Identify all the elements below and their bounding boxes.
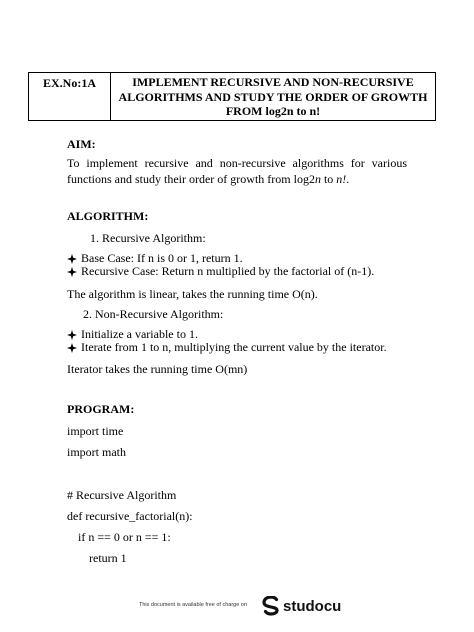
exercise-title: IMPLEMENT RECURSIVE AND NON-RECURSIVE ALGORITHMS AND STUDY THE ORDER OF GROWTH FROM log2n to n! (118, 75, 428, 118)
list-item: Recursive Case: Return n multiplied by the factorial of (n-1). (67, 264, 374, 279)
code-line: if n == 0 or n == 1: (78, 530, 171, 544)
code-line: import math (67, 445, 126, 459)
list-item: Base Case: If n is 0 or 1, return 1. (67, 251, 243, 266)
exercise-header-table (28, 72, 436, 121)
code-line: return 1 (89, 551, 127, 565)
code-line: import time (67, 424, 124, 438)
footer-note: This document is available free of charge on (139, 602, 247, 608)
diamond-bullet-icon (67, 343, 77, 353)
algorithm-heading: ALGORITHM: (67, 209, 149, 223)
diamond-bullet-icon (67, 254, 77, 264)
aim-text: To implement recursive and non-recursive algorithms for various functions and study their order of growth from log2n to n!. (67, 156, 407, 186)
diamond-bullet-icon (67, 330, 77, 340)
exercise-number: EX.No:1A (29, 73, 111, 120)
recursive-complexity-note: The algorithm is linear, takes the running time O(n). (67, 287, 318, 301)
studocu-logo-icon (262, 596, 280, 616)
non-recursive-algorithm-title: 2. Non-Recursive Algorithm: (83, 307, 224, 321)
code-line: # Recursive Algorithm (67, 488, 177, 502)
list-item: Iterate from 1 to n, multiplying the current value by the iterator. (67, 340, 387, 355)
footer (0, 596, 474, 618)
non-recursive-complexity-note: Iterator takes the running time O(mn) (67, 362, 248, 376)
code-line: def recursive_factorial(n): (67, 509, 193, 523)
recursive-algorithm-title: 1. Recursive Algorithm: (90, 231, 206, 245)
diamond-bullet-icon (67, 267, 77, 277)
studocu-logo[interactable] (262, 596, 341, 616)
studocu-logo-text: studocu (283, 597, 342, 615)
program-heading: PROGRAM: (67, 402, 135, 416)
aim-heading: AIM: (67, 137, 96, 151)
list-item: Initialize a variable to 1. (67, 327, 198, 342)
